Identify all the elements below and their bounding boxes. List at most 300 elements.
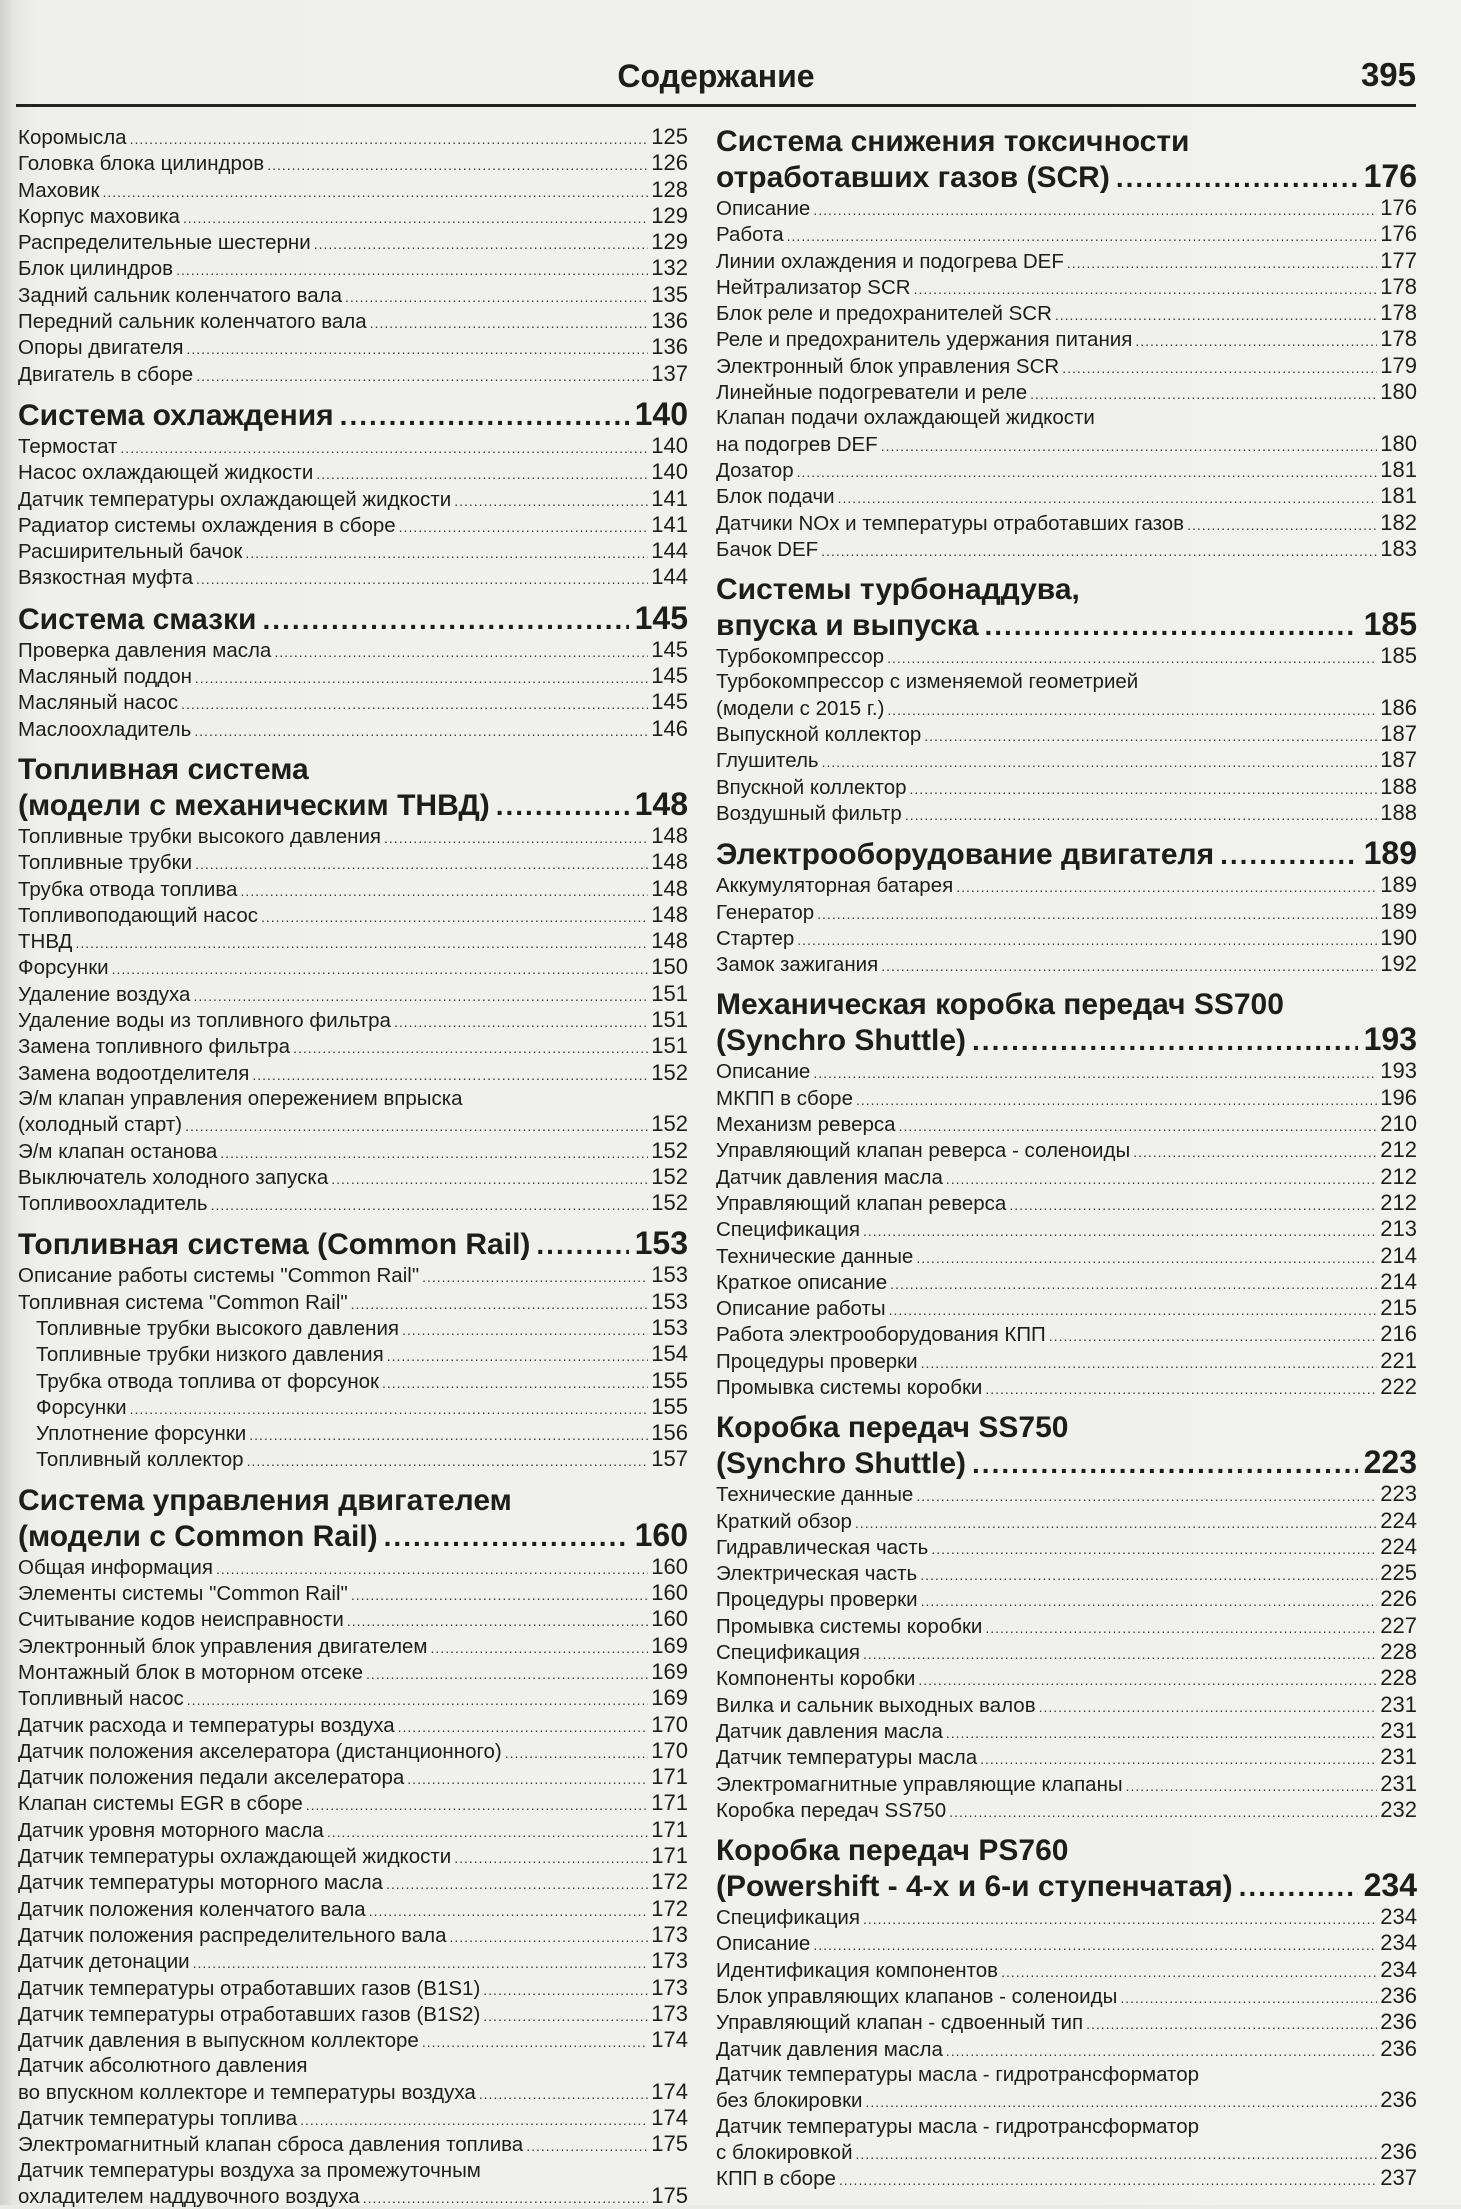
toc-entry bbox=[18, 1315, 688, 1341]
section-heading: Система смазки ..... 145 bbox=[18, 601, 688, 637]
toc-entry-title: Коромысла bbox=[18, 126, 127, 149]
toc-section bbox=[716, 1833, 1417, 2191]
toc-entry-page: 185 bbox=[1380, 643, 1417, 669]
toc-entry-page: 173 bbox=[651, 2000, 688, 2026]
dot-leader bbox=[120, 434, 648, 455]
toc-entry bbox=[716, 2036, 1417, 2062]
toc-entry-page: 177 bbox=[1380, 247, 1417, 273]
toc-entry-title: Линии охлаждения и подогрева DEF bbox=[716, 249, 1064, 273]
dot-leader bbox=[916, 1482, 1377, 1503]
toc-entry-page: 170 bbox=[651, 1711, 688, 1737]
toc-entry-page: 187 bbox=[1380, 747, 1417, 773]
toc-entry bbox=[18, 1446, 688, 1472]
toc-entry-page: 189 bbox=[1380, 872, 1417, 898]
toc-entry-page: 236 bbox=[1380, 2009, 1417, 2035]
dot-leader bbox=[422, 2028, 648, 2049]
toc-entry-page: 151 bbox=[651, 1033, 688, 1059]
dot-leader bbox=[384, 824, 648, 845]
section-heading: (Powershift - 4-х и 6-и ступенчатая) ..... 234 bbox=[716, 1868, 1417, 1904]
toc-entry-page: 180 bbox=[1380, 379, 1417, 405]
toc-entry-title: Топливные трубки bbox=[18, 851, 193, 875]
dot-leader bbox=[112, 955, 649, 976]
toc-entry-page: 179 bbox=[1380, 352, 1417, 378]
toc-entry-page: 151 bbox=[651, 1007, 688, 1033]
toc-entry bbox=[716, 747, 1417, 773]
toc-entry-page: 150 bbox=[651, 954, 688, 980]
toc-entry bbox=[716, 1374, 1417, 1400]
dot-leader bbox=[1049, 1322, 1377, 1343]
toc-entry-page: 137 bbox=[651, 360, 688, 386]
toc-entry-page: 152 bbox=[651, 1059, 688, 1085]
toc-entry bbox=[18, 902, 688, 928]
dot-leader bbox=[949, 1798, 1377, 1819]
toc-entry-page: 152 bbox=[651, 1111, 688, 1137]
toc-entry bbox=[18, 1289, 688, 1315]
toc-entry-page: 212 bbox=[1380, 1137, 1417, 1163]
toc-entry-title: Топливоохладитель bbox=[18, 1192, 208, 1216]
toc-entry-title: Маховик bbox=[18, 178, 100, 202]
dot-leader bbox=[1126, 1772, 1378, 1793]
toc-entry-page: 224 bbox=[1380, 1507, 1417, 1533]
toc-entry-page: 169 bbox=[651, 1658, 688, 1684]
toc-entry bbox=[18, 124, 688, 150]
toc-entry bbox=[18, 1164, 688, 1190]
toc-entry bbox=[18, 1138, 688, 1164]
toc-list bbox=[716, 695, 1417, 826]
dot-leader bbox=[1086, 2010, 1377, 2031]
toc-entry-page: 228 bbox=[1380, 1665, 1417, 1691]
toc-entry bbox=[716, 195, 1417, 221]
dot-leader bbox=[813, 1059, 1377, 1080]
dot-leader bbox=[366, 1660, 648, 1681]
toc-entry-title: Описание работы bbox=[716, 1297, 886, 1321]
toc-entry bbox=[18, 1580, 688, 1606]
section-heading-line: Топливная система bbox=[18, 752, 309, 786]
toc-entry-title: Форсунки bbox=[18, 956, 109, 980]
dot-leader bbox=[905, 801, 1377, 822]
toc-entry-page: 140 bbox=[651, 432, 688, 458]
toc-left-column bbox=[18, 124, 688, 2209]
dot-leader bbox=[813, 1931, 1377, 1952]
toc-entry-title: Спецификация bbox=[716, 1906, 860, 1930]
toc-entry bbox=[18, 2131, 688, 2157]
toc-entry bbox=[716, 1930, 1417, 1956]
toc-entry bbox=[716, 774, 1417, 800]
toc-entry bbox=[716, 1797, 1417, 1823]
toc-entry-title: Воздушный фильтр bbox=[716, 801, 902, 825]
toc-entry-title: Двигатель в сборе bbox=[18, 362, 194, 386]
dot-leader bbox=[75, 929, 648, 950]
dot-leader bbox=[526, 2132, 648, 2153]
toc-entry bbox=[716, 1058, 1417, 1084]
toc-entry-title: без блокировки bbox=[716, 2089, 863, 2113]
dot-leader bbox=[370, 309, 649, 330]
dot-leader bbox=[130, 125, 649, 146]
dot-leader bbox=[194, 717, 648, 738]
toc-entry-page: 236 bbox=[1380, 1983, 1417, 2009]
toc-list bbox=[716, 431, 1417, 562]
toc-entry-page: 188 bbox=[1380, 773, 1417, 799]
toc-entry-title: Датчик уровня моторного масла bbox=[18, 1818, 324, 1842]
dot-leader bbox=[249, 1421, 648, 1442]
toc-entry-title: (холодный старт) bbox=[18, 1113, 183, 1137]
toc-entry bbox=[18, 1341, 688, 1367]
toc-entry bbox=[18, 1060, 688, 1086]
toc-entry-title: Блок управляющих клапанов - соленоиды bbox=[716, 1985, 1118, 2009]
toc-entry-title: Управляющий клапан реверса bbox=[716, 1191, 1007, 1215]
toc-entry bbox=[716, 1692, 1417, 1718]
toc-entry-title: Электронный блок управления SCR bbox=[716, 354, 1060, 378]
dot-leader bbox=[1009, 1191, 1377, 1212]
toc-entry-page: 148 bbox=[651, 928, 688, 954]
dot-leader bbox=[946, 1719, 1377, 1740]
toc-list bbox=[18, 1262, 688, 1315]
dot-leader bbox=[920, 1561, 1377, 1582]
toc-entry bbox=[716, 1085, 1417, 1111]
toc-entry-page: 172 bbox=[651, 1895, 688, 1921]
toc-entry bbox=[716, 2009, 1417, 2035]
toc-entry bbox=[18, 361, 688, 387]
toc-entry bbox=[716, 800, 1417, 826]
toc-entry-title: Глушитель bbox=[716, 749, 819, 773]
dot-leader bbox=[863, 1905, 1377, 1926]
dot-leader bbox=[363, 2184, 649, 2205]
toc-entry-page: 152 bbox=[651, 1190, 688, 1216]
dot-leader bbox=[821, 537, 1377, 558]
toc-list bbox=[716, 2139, 1417, 2192]
toc-entry bbox=[18, 1896, 688, 1922]
toc-entry-line: Датчик температуры масла - гидротрансформатор bbox=[716, 2114, 1200, 2138]
toc-section bbox=[18, 601, 688, 742]
toc-entry bbox=[716, 2139, 1417, 2165]
toc-entry-title: Топливоподающий насос bbox=[18, 903, 259, 927]
toc-entry-page: 196 bbox=[1380, 1084, 1417, 1110]
toc-entry-page: 189 bbox=[1380, 898, 1417, 924]
toc-entry bbox=[18, 823, 688, 849]
dot-leader bbox=[195, 664, 648, 685]
dot-leader bbox=[985, 1614, 1377, 1635]
dot-leader bbox=[956, 873, 1377, 894]
toc-entry-title: Датчик давления масла bbox=[716, 1165, 943, 1189]
toc-entry-page: 190 bbox=[1380, 924, 1417, 950]
toc-entry-title: Управляющий клапан реверса - соленоиды bbox=[716, 1139, 1131, 1163]
toc-entry bbox=[716, 536, 1417, 562]
toc-entry-page: 214 bbox=[1380, 1268, 1417, 1294]
toc-entry-page: 151 bbox=[651, 980, 688, 1006]
toc-entry-title: Блок цилиндров bbox=[18, 257, 174, 281]
toc-entry-title: Турбокомпрессор bbox=[716, 645, 885, 669]
dot-leader bbox=[946, 1165, 1377, 1186]
toc-list bbox=[716, 2087, 1417, 2113]
toc-entry-page: 129 bbox=[651, 229, 688, 255]
toc-entry-page: 193 bbox=[1380, 1058, 1417, 1084]
toc-entry-title: Топливный насос bbox=[18, 1687, 184, 1711]
toc-entry bbox=[716, 1904, 1417, 1930]
toc-entry-title: Датчик температуры охлаждающей жидкости bbox=[18, 1845, 452, 1869]
toc-entry bbox=[716, 1665, 1417, 1691]
dot-leader bbox=[176, 256, 648, 277]
toc-entry-title: Описание работы системы "Common Rail" bbox=[18, 1264, 420, 1288]
toc-entry-page: 170 bbox=[651, 1737, 688, 1763]
section-heading-line: Системы турбонаддува, bbox=[716, 573, 1080, 607]
toc-entry bbox=[18, 2183, 688, 2209]
toc-entry-title: Датчик положения педали акселератора bbox=[18, 1766, 405, 1790]
toc-entry-page: 129 bbox=[651, 202, 688, 228]
dot-leader bbox=[483, 2002, 648, 2023]
toc-entry-page: 173 bbox=[651, 1921, 688, 1947]
section-heading: (Synchro Shuttle) ..... 223 bbox=[716, 1445, 1417, 1481]
dot-leader bbox=[399, 513, 649, 534]
toc-entry bbox=[18, 954, 688, 980]
toc-entry-title: Топливные трубки высокого давления bbox=[18, 824, 382, 848]
toc-entry-title: Электронный блок управления двигателем bbox=[18, 1634, 428, 1658]
toc-entry bbox=[18, 334, 688, 360]
toc-entry-page: 173 bbox=[651, 1974, 688, 2000]
dot-leader bbox=[211, 1191, 649, 1212]
dot-leader bbox=[386, 1870, 648, 1891]
dot-leader bbox=[1187, 511, 1377, 532]
toc-entry-title: Бачок DEF bbox=[716, 537, 819, 561]
toc-entry-title: Датчик положения коленчатого вала bbox=[18, 1897, 366, 1921]
dot-leader bbox=[889, 1296, 1378, 1317]
section-heading: Топливная система (Common Rail) ..... 153 bbox=[18, 1226, 688, 1262]
dot-leader bbox=[130, 1395, 649, 1416]
dot-leader bbox=[454, 487, 648, 508]
toc-entry bbox=[18, 663, 688, 689]
toc-list bbox=[18, 823, 688, 1086]
dot-leader bbox=[483, 1976, 648, 1997]
toc-list bbox=[18, 637, 688, 742]
toc-entry-title: Описание bbox=[716, 197, 811, 220]
toc-entry-line: Клапан подачи охлаждающей жидкости bbox=[716, 406, 1095, 430]
toc-entry-title: Идентификация компонентов bbox=[716, 1958, 999, 1982]
toc-entry bbox=[18, 1817, 688, 1843]
toc-entry bbox=[716, 483, 1417, 509]
toc-entry bbox=[716, 431, 1417, 457]
dot-leader bbox=[887, 696, 1377, 717]
toc-entry-title: МКПП в сборе bbox=[716, 1086, 853, 1110]
toc-entry bbox=[716, 925, 1417, 951]
toc-entry bbox=[18, 1975, 688, 2001]
toc-entry-page: 224 bbox=[1380, 1533, 1417, 1559]
toc-entry-page: 187 bbox=[1380, 721, 1417, 747]
dot-leader bbox=[863, 1640, 1377, 1661]
dot-leader bbox=[347, 1607, 648, 1628]
toc-entry bbox=[716, 300, 1417, 326]
toc-entry bbox=[716, 951, 1417, 977]
toc-entry bbox=[18, 512, 688, 538]
dot-leader bbox=[881, 432, 1378, 453]
toc-entry bbox=[18, 459, 688, 485]
toc-list bbox=[716, 1058, 1417, 1400]
toc-section bbox=[716, 572, 1417, 826]
dot-leader bbox=[1039, 1693, 1378, 1714]
toc-entry-title: ТНВД bbox=[18, 930, 73, 954]
toc-entry-page: 160 bbox=[651, 1553, 688, 1579]
toc-entry-title: Топливная система "Common Rail" bbox=[18, 1290, 348, 1314]
toc-list bbox=[716, 1904, 1417, 2062]
toc-entry-title: Электрическая часть bbox=[716, 1562, 918, 1586]
dot-leader bbox=[240, 877, 648, 898]
toc-entry-title: Расширительный бачок bbox=[18, 540, 243, 564]
toc-entry bbox=[716, 1718, 1417, 1744]
section-heading-line: Коробка передач PS760 bbox=[716, 1834, 1069, 1868]
toc-entry-title: Выключатель холодного запуска bbox=[18, 1165, 329, 1189]
toc-entry-page: 148 bbox=[651, 901, 688, 927]
toc-list bbox=[716, 643, 1417, 669]
toc-entry-page: 212 bbox=[1380, 1189, 1417, 1215]
toc-entry bbox=[18, 2105, 688, 2131]
toc-entry-page: 145 bbox=[651, 636, 688, 662]
toc-entry-page: 146 bbox=[651, 715, 688, 741]
dot-leader bbox=[431, 1634, 649, 1655]
toc-entry-title: Процедуры проверки bbox=[716, 1349, 918, 1373]
toc-entry bbox=[18, 486, 688, 512]
toc-entry bbox=[716, 1983, 1417, 2009]
toc-entry bbox=[18, 1368, 688, 1394]
toc-entry-page: 169 bbox=[651, 1685, 688, 1711]
section-heading: впуска и выпуска ..... 185 bbox=[716, 607, 1417, 643]
toc-entry-title: Описание bbox=[716, 1932, 811, 1956]
toc-entry-title: Спецификация bbox=[716, 1218, 860, 1242]
toc-entry-title: Механизм реверса bbox=[716, 1113, 896, 1137]
toc-entry-title: Датчик температуры масла bbox=[716, 1746, 978, 1770]
toc-entry bbox=[716, 1190, 1417, 1216]
toc-entry-title: Блок реле и предохранителей SCR bbox=[716, 302, 1052, 326]
toc-entry-page: 128 bbox=[651, 176, 688, 202]
dot-leader bbox=[181, 690, 648, 711]
toc-entry bbox=[18, 2027, 688, 2053]
dot-leader bbox=[102, 178, 648, 199]
toc-entry-page: 234 bbox=[1380, 1904, 1417, 1930]
toc-entry-page: 155 bbox=[651, 1367, 688, 1393]
toc-entry-title: Замок зажигания bbox=[716, 953, 879, 977]
toc-entry-page: 175 bbox=[651, 2131, 688, 2157]
dot-leader bbox=[1055, 301, 1377, 322]
section-heading: (модели с Common Rail) ..... 160 bbox=[18, 1518, 688, 1554]
toc-entry-page: 178 bbox=[1380, 273, 1417, 299]
dot-leader bbox=[1001, 1958, 1377, 1979]
toc-entry-title: Элементы системы "Common Rail" bbox=[18, 1582, 348, 1606]
toc-entry bbox=[18, 229, 688, 255]
page-header bbox=[16, 52, 1416, 107]
toc-entry-page: 173 bbox=[651, 1948, 688, 1974]
toc-entry-title: Управляющий клапан - сдвоенный тип bbox=[716, 2011, 1084, 2035]
toc-entry bbox=[18, 1659, 688, 1685]
dot-leader bbox=[351, 1290, 649, 1311]
toc-entry-title: Удаление воздуха bbox=[18, 982, 191, 1006]
toc-entry bbox=[18, 689, 688, 715]
toc-entry bbox=[18, 1606, 688, 1632]
dot-leader bbox=[887, 644, 1377, 665]
toc-entry-page: 174 bbox=[651, 2078, 688, 2104]
section-heading: отработавших газов (SCR) ..... 176 bbox=[716, 159, 1417, 195]
section-heading: Система охлаждения ..... 140 bbox=[18, 397, 688, 433]
toc-entry bbox=[716, 2087, 1417, 2113]
toc-entry-page: 186 bbox=[1380, 694, 1417, 720]
toc-entry bbox=[716, 1481, 1417, 1507]
toc-entry-title: Вилка и сальник выходных валов bbox=[716, 1693, 1036, 1717]
dot-leader bbox=[331, 1165, 648, 1186]
dot-leader bbox=[856, 1086, 1377, 1107]
dot-leader bbox=[839, 2166, 1377, 2187]
toc-entry-title: Коробка передач SS750 bbox=[716, 1798, 947, 1822]
toc-entry-page: 212 bbox=[1380, 1163, 1417, 1189]
toc-entry bbox=[716, 1216, 1417, 1242]
toc-entry-page: 227 bbox=[1380, 1612, 1417, 1638]
toc-entry bbox=[18, 1633, 688, 1659]
toc-entry-title: Технические данные bbox=[716, 1244, 914, 1268]
toc-entry bbox=[18, 1843, 688, 1869]
toc-entry-page: 144 bbox=[651, 538, 688, 564]
toc-sublist bbox=[18, 1315, 688, 1473]
toc-entry-page: 183 bbox=[1380, 535, 1417, 561]
dot-leader bbox=[813, 196, 1377, 217]
toc-entry-page: 154 bbox=[651, 1341, 688, 1367]
dot-leader bbox=[980, 1745, 1377, 1766]
dot-leader bbox=[1120, 1984, 1377, 2005]
toc-list bbox=[18, 1554, 688, 2054]
toc-entry-page: 181 bbox=[1380, 456, 1417, 482]
toc-entry-page: 174 bbox=[651, 2105, 688, 2130]
toc-entry-title: Опоры двигателя bbox=[18, 336, 184, 360]
toc-entry bbox=[716, 274, 1417, 300]
toc-entry-title: Нейтрализатор SCR bbox=[716, 275, 911, 299]
toc-entry-title: Впускной коллектор bbox=[716, 775, 907, 799]
section-heading: (Synchro Shuttle) ..... 193 bbox=[716, 1022, 1417, 1058]
toc-entry bbox=[716, 1771, 1417, 1797]
toc-entry-title: Задний сальник коленчатого вала bbox=[18, 283, 342, 307]
toc-entry bbox=[18, 1869, 688, 1895]
dot-leader bbox=[899, 1112, 1378, 1133]
toc-entry bbox=[18, 981, 688, 1007]
dot-leader bbox=[316, 460, 648, 481]
dot-leader bbox=[921, 1349, 1378, 1370]
toc-entry bbox=[18, 1922, 688, 1948]
dot-leader bbox=[327, 1818, 648, 1839]
toc-entry bbox=[716, 248, 1417, 274]
toc-entry-page: 228 bbox=[1380, 1639, 1417, 1665]
dot-leader bbox=[838, 484, 1378, 505]
toc-entry-line: Э/м клапан управления опережением впрыска bbox=[18, 1086, 463, 1110]
toc-entry-title: Аккумуляторная батарея bbox=[716, 874, 954, 898]
toc-list bbox=[18, 1111, 688, 1216]
toc-entry-title: Датчик температуры охлаждающей жидкости bbox=[18, 487, 452, 511]
toc-list bbox=[18, 2079, 688, 2158]
toc-entry bbox=[18, 1262, 688, 1288]
toc-entry-page: 236 bbox=[1380, 2138, 1417, 2164]
dot-leader bbox=[306, 1791, 649, 1812]
toc-entry-page: 231 bbox=[1380, 1770, 1417, 1796]
dot-leader bbox=[924, 722, 1377, 743]
toc-list bbox=[18, 2183, 688, 2209]
toc-section bbox=[716, 124, 1417, 562]
toc-entry bbox=[18, 2079, 688, 2105]
toc-entry bbox=[18, 1190, 688, 1216]
toc-entry-title: Технические данные bbox=[716, 1483, 914, 1507]
toc-entry-title: Радиатор системы охлаждения в сборе bbox=[18, 513, 396, 537]
toc-entry-page: 156 bbox=[651, 1420, 688, 1446]
toc-list bbox=[18, 124, 688, 387]
dot-leader bbox=[247, 1447, 649, 1468]
toc-entry-title: Уплотнение форсунки bbox=[36, 1422, 247, 1446]
toc-entry-page: 231 bbox=[1380, 1717, 1417, 1743]
toc-entry-page: 136 bbox=[651, 308, 688, 334]
toc-entry-title: Топливный коллектор bbox=[36, 1448, 244, 1472]
dot-leader bbox=[505, 1739, 649, 1760]
toc-entry-page: 236 bbox=[1380, 2087, 1417, 2113]
toc-entry-title: Форсунки bbox=[36, 1395, 127, 1419]
